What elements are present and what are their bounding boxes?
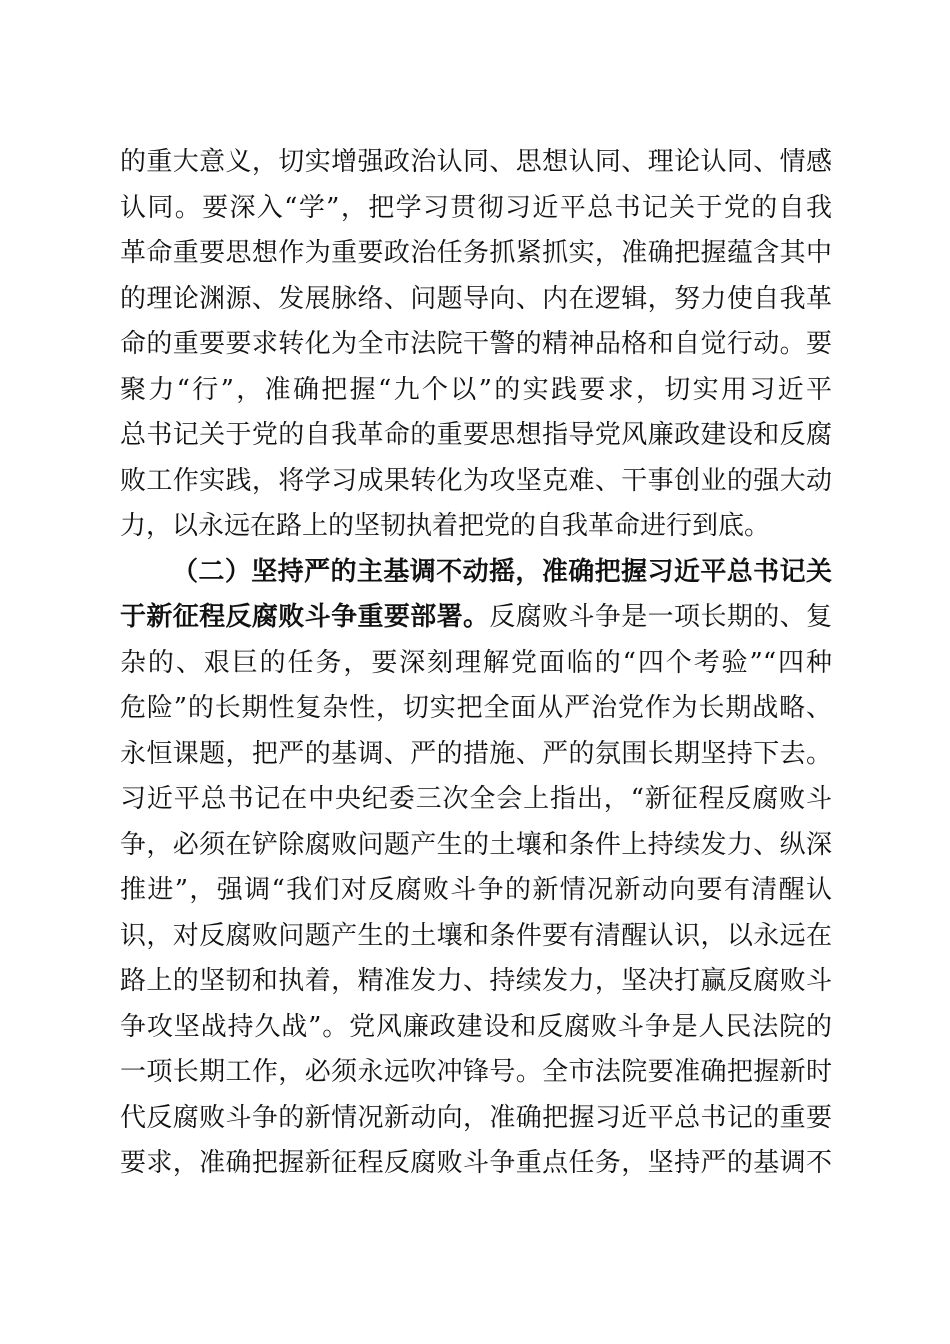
text-line: 争攻坚战持久战”。党风廉政建设和反腐败斗争是人民法院的: [120, 1011, 832, 1042]
text-line: 路上的坚韧和执着，精准发力、持续发力，坚决打赢反腐败斗: [120, 966, 832, 996]
text-line: 的理论渊源、发展脉络、问题导向、内在逻辑，努力使自我革: [120, 283, 832, 314]
text-line: 认同。要深入“学”，把学习贯彻习近平总书记关于党的自我: [120, 192, 832, 223]
text-line: 危险”的长期性复杂性，切实把全面从严治党作为长期战略、: [120, 693, 832, 723]
paragraph-text: 反腐败斗争是一项长期的、复: [489, 602, 832, 632]
text-line: 聚力“行”，准确把握“九个以”的实践要求，切实用习近平: [120, 374, 832, 405]
text-line: 力，以永远在路上的坚韧执着把党的自我革命进行到底。: [120, 511, 771, 541]
text-line: 总书记关于党的自我革命的重要思想指导党风廉政建设和反腐: [120, 420, 832, 450]
text-line: 要求，准确把握新征程反腐败斗争重点任务，坚持严的基调不: [120, 1148, 832, 1178]
text-line: 推进”，强调“我们对反腐败斗争的新情况新动向要有清醒认: [120, 875, 832, 905]
text-line: 命的重要要求转化为全市法院干警的精神品格和自觉行动。要: [120, 329, 832, 359]
text-line: 争，必须在铲除腐败问题产生的土壤和条件上持续发力、纵深: [120, 829, 832, 860]
document-body: [120, 140, 832, 1187]
section-heading: （二）坚持严的主基调不动摇，准确把握习近平总书记关: [172, 556, 832, 587]
text-line: 识，对反腐败问题产生的土壤和条件要有清醒认识，以永远在: [120, 920, 832, 951]
section-heading-continued: 于新征程反腐败斗争重要部署。: [120, 602, 490, 632]
text-line: 杂的、艰巨的任务，要深刻理解党面临的“四个考验”“四种: [120, 647, 832, 678]
text-line: 一项长期工作，必须永远吹冲锋号。全市法院要准确把握新时: [120, 1057, 832, 1087]
text-line: 永恒课题，把严的基调、严的措施、严的氛围长期坚持下去。: [120, 738, 832, 769]
text-line: 代反腐败斗争的新情况新动向，准确把握习近平总书记的重要: [120, 1102, 832, 1133]
section-heading-line: [120, 550, 832, 596]
text-line: 习近平总书记在中央纪委三次全会上指出，“新征程反腐败斗: [120, 784, 832, 814]
text-line: [120, 595, 832, 641]
text-line: 革命重要思想作为重要政治任务抓紧抓实，准确把握蕴含其中: [120, 238, 832, 268]
text-line: 的重大意义，切实增强政治认同、思想认同、理论认同、情感: [120, 147, 832, 177]
text-line: 败工作实践，将学习成果转化为攻坚克难、干事创业的强大动: [120, 465, 832, 496]
